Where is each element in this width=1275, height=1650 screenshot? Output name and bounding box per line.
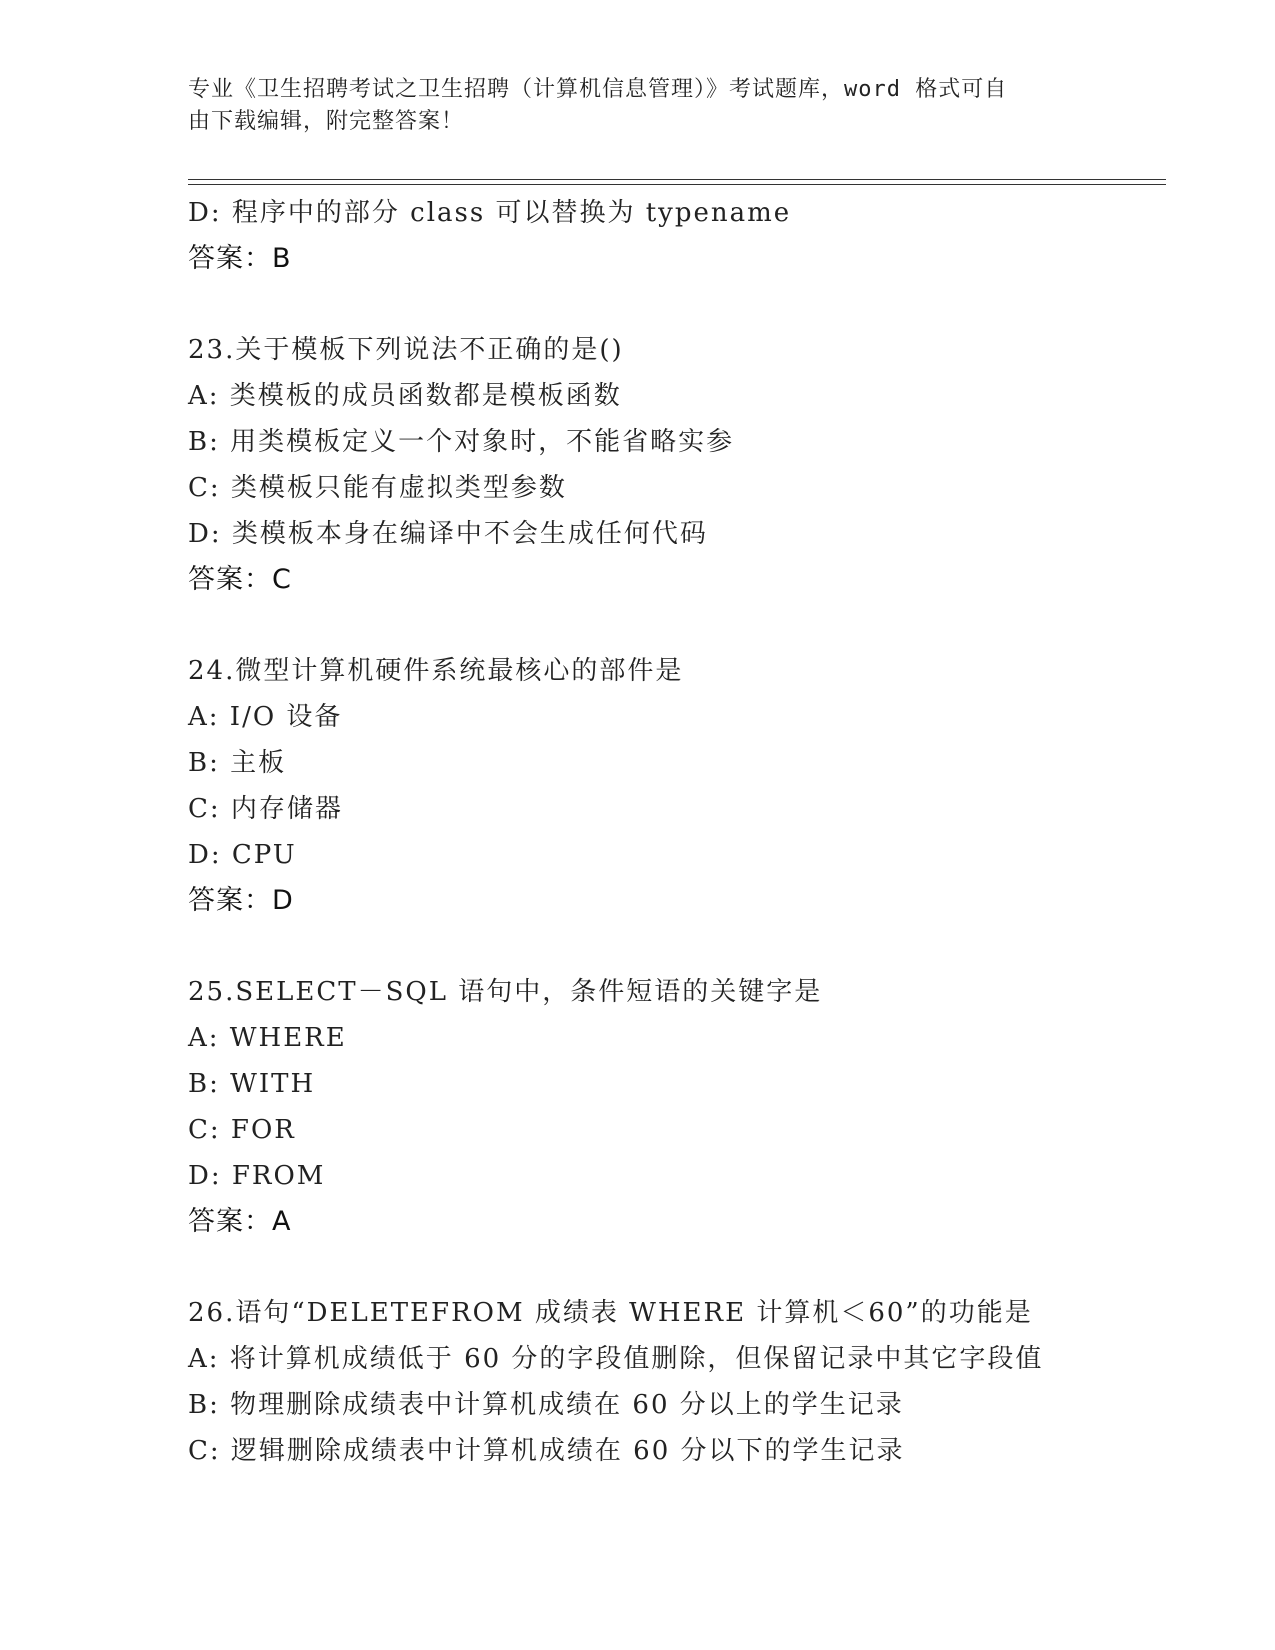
option-b: B: 主板 xyxy=(188,748,287,778)
option-b: B: WITH xyxy=(188,1069,316,1099)
question-23 xyxy=(188,327,1168,603)
answer-line: 答案：C xyxy=(188,564,292,595)
question-stem: 24.微型计算机硬件系统最核心的部件是 xyxy=(188,656,684,686)
question-26 xyxy=(188,1290,1168,1474)
option-d: D: 类模板本身在编译中不会生成任何代码 xyxy=(188,519,708,549)
option-c: C: 类模板只能有虚拟类型参数 xyxy=(188,473,567,503)
option-b: B: 用类模板定义一个对象时，不能省略实参 xyxy=(188,427,735,457)
option-a: A: 类模板的成员函数都是模板函数 xyxy=(188,381,622,411)
option-d: D: CPU xyxy=(188,840,297,870)
answer-line: 答案：A xyxy=(188,1206,292,1237)
question-list xyxy=(188,190,1168,1474)
header-line-2: 由下载编辑，附完整答案！ xyxy=(188,109,465,134)
option-c: C: 内存储器 xyxy=(188,794,343,824)
question-stem: 25.SELECT－SQL 语句中，条件短语的关键字是 xyxy=(188,977,823,1007)
header-divider xyxy=(188,179,1166,185)
option-a: A: WHERE xyxy=(188,1023,347,1053)
question-stem: 23.关于模板下列说法不正确的是() xyxy=(188,335,624,365)
option-c: C: FOR xyxy=(188,1115,296,1145)
question-stem: 26.语句“DELETEFROM 成绩表 WHERE 计算机＜60”的功能是 xyxy=(188,1298,1033,1328)
question-25 xyxy=(188,969,1168,1245)
document-header xyxy=(188,74,1068,138)
header-line-1: 专业《卫生招聘考试之卫生招聘（计算机信息管理）》考试题库，word 格式可自 xyxy=(188,77,1008,102)
option-c: C: 逻辑删除成绩表中计算机成绩在 60 分以下的学生记录 xyxy=(188,1436,905,1466)
option-d: D: FROM xyxy=(188,1161,326,1191)
option-b: B: 物理删除成绩表中计算机成绩在 60 分以上的学生记录 xyxy=(188,1390,904,1420)
carryover-question xyxy=(188,190,1168,282)
answer-line: 答案：D xyxy=(188,885,294,916)
question-24 xyxy=(188,648,1168,924)
answer-line: 答案：B xyxy=(188,243,292,274)
option-a: A: 将计算机成绩低于 60 分的字段值删除，但保留记录中其它字段值 xyxy=(188,1344,1044,1374)
option-a: A: I/O 设备 xyxy=(188,702,343,732)
option-d: D: 程序中的部分 class 可以替换为 typename xyxy=(188,198,792,228)
